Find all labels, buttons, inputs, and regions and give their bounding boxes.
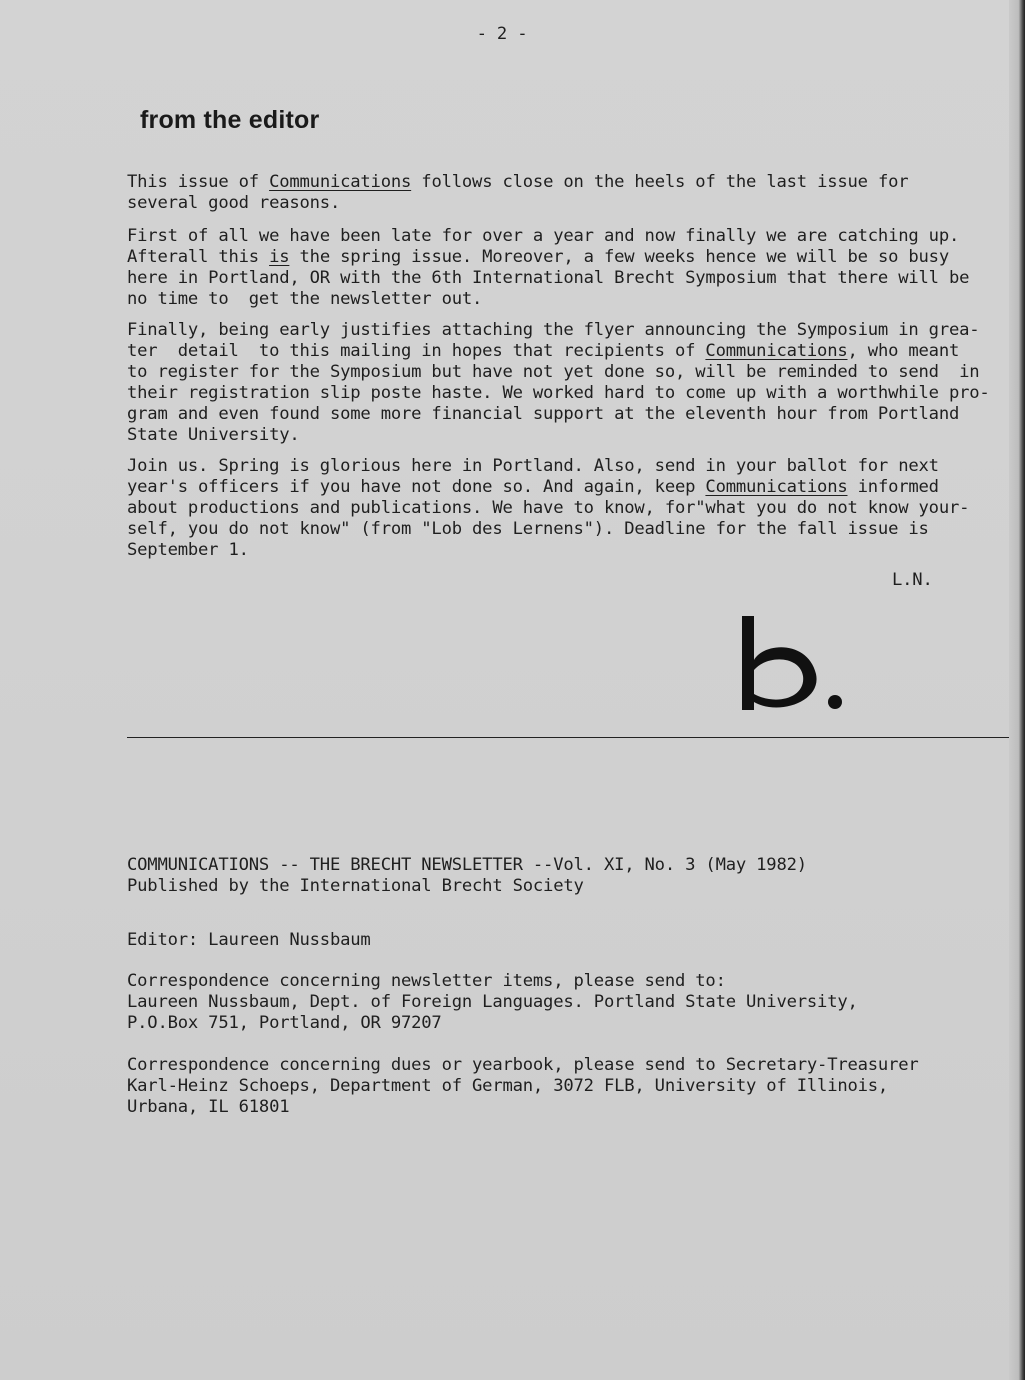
text-line xyxy=(127,855,1007,876)
text-segment: no time to get the newsletter out. xyxy=(127,289,483,309)
editor-paragraph-4 xyxy=(127,456,1007,561)
brecht-society-logo xyxy=(738,612,848,716)
underlined-text: Communications xyxy=(705,477,848,497)
text-line xyxy=(127,320,1007,341)
colophon-editor xyxy=(127,930,1007,951)
text-line xyxy=(127,362,1007,383)
editor-paragraph-3 xyxy=(127,320,1007,446)
text-segment: ter detail to this mailing in hopes that recipients of xyxy=(127,341,706,361)
page-number: - 2 - xyxy=(476,24,528,44)
page-edge-shadow xyxy=(1009,0,1025,1380)
signature-initials: L.N. xyxy=(892,570,933,590)
text-segment: P.O.Box 751, Portland, OR 97207 xyxy=(127,1013,442,1033)
text-line xyxy=(127,971,1007,992)
section-divider xyxy=(127,737,1010,738)
colophon-title xyxy=(127,855,1007,897)
text-line xyxy=(127,1055,1007,1076)
text-segment: informed xyxy=(847,477,939,497)
underlined-text: Communications xyxy=(705,341,848,361)
text-segment: here in Portland, OR with the 6th International Brecht Symposium that there will be xyxy=(127,268,970,288)
text-segment: Correspondence concerning dues or yearbook, please send to Secretary-Treasurer xyxy=(127,1055,919,1075)
text-line xyxy=(127,1097,1007,1118)
text-line xyxy=(127,226,1007,247)
text-segment: the spring issue. Moreover, a few weeks hence we will be so busy xyxy=(289,247,949,267)
text-segment: several good reasons. xyxy=(127,193,341,213)
text-line xyxy=(127,876,1007,897)
text-segment: Correspondence concerning newsletter items, please send to: xyxy=(127,971,726,991)
text-line xyxy=(127,383,1007,404)
text-line xyxy=(127,1013,1007,1034)
text-line xyxy=(127,341,1007,362)
text-line xyxy=(127,930,1007,951)
text-line xyxy=(127,247,1007,268)
text-segment: Finally, being early justifies attaching the flyer announcing the Symposium in grea- xyxy=(127,320,980,340)
underlined-text: is xyxy=(269,247,290,267)
text-segment: State University. xyxy=(127,425,300,445)
text-line xyxy=(127,172,1007,193)
text-segment: about productions and publications. We have to know, for"what you do not know your- xyxy=(127,498,970,518)
editor-paragraph-1 xyxy=(127,172,1007,214)
text-line xyxy=(127,992,1007,1013)
text-line xyxy=(127,404,1007,425)
text-segment: gram and even found some more financial support at the eleventh hour from Portland xyxy=(127,404,960,424)
text-segment: COMMUNICATIONS -- THE BRECHT NEWSLETTER --Vol. XI, No. 3 (May 1982) xyxy=(127,855,807,875)
text-segment: year's officers if you have not done so. And again, keep xyxy=(127,477,706,497)
text-segment: follows close on the heels of the last issue for xyxy=(411,172,909,192)
text-line xyxy=(127,268,1007,289)
text-segment: Laureen Nussbaum, Dept. of Foreign Languages. Portland State University, xyxy=(127,992,858,1012)
section-heading: from the editor xyxy=(140,106,320,134)
text-segment: Afterall this xyxy=(127,247,270,267)
colophon-dues-correspondence xyxy=(127,1055,1007,1118)
text-line xyxy=(127,477,1007,498)
text-segment: Urbana, IL 61801 xyxy=(127,1097,290,1117)
text-segment: their registration slip poste haste. We worked hard to come up with a worthwhile pro- xyxy=(127,383,990,403)
text-segment: Published by the International Brecht Society xyxy=(127,876,584,896)
colophon-newsletter-correspondence xyxy=(127,971,1007,1034)
text-line xyxy=(127,1076,1007,1097)
text-line xyxy=(127,289,1007,310)
editor-paragraph-2 xyxy=(127,226,1007,310)
underlined-text: Communications xyxy=(269,172,412,192)
text-segment: Editor: Laureen Nussbaum xyxy=(127,930,371,950)
text-line xyxy=(127,193,1007,214)
text-line xyxy=(127,498,1007,519)
text-line xyxy=(127,425,1007,446)
text-segment: self, you do not know" (from "Lob des Lernens"). Deadline for the fall issue is xyxy=(127,519,929,539)
text-segment: First of all we have been late for over a year and now finally we are catching up. xyxy=(127,226,960,246)
text-line xyxy=(127,519,1007,540)
text-segment: Join us. Spring is glorious here in Portland. Also, send in your ballot for next xyxy=(127,456,939,476)
text-line xyxy=(127,456,1007,477)
text-segment: Karl-Heinz Schoeps, Department of German, 3072 FLB, University of Illinois, xyxy=(127,1076,889,1096)
text-segment: to register for the Symposium but have not yet done so, will be reminded to send in xyxy=(127,362,980,382)
text-segment: September 1. xyxy=(127,540,249,560)
text-segment: This issue of xyxy=(127,172,270,192)
text-line xyxy=(127,540,1007,561)
text-segment: , who meant xyxy=(847,341,960,361)
